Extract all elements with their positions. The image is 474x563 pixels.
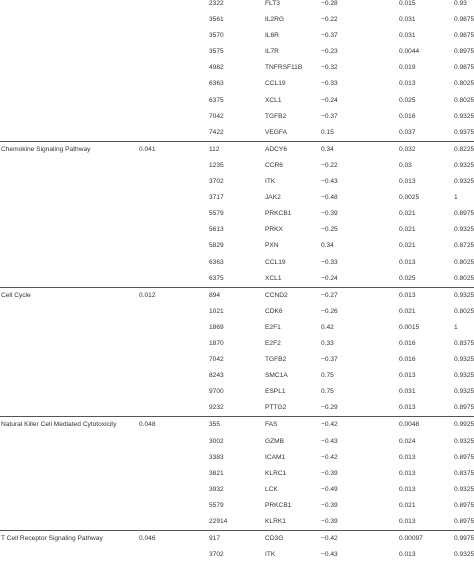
- gene-symbol-cell: E2F2: [265, 339, 281, 347]
- table-row: [0, 400, 474, 416]
- fdr-cell: 0.9375: [454, 128, 474, 136]
- fold-change-cell: −0.39: [321, 518, 338, 525]
- p-value-cell: 0.013: [399, 372, 416, 380]
- gene-symbol-cell: CCL19: [265, 258, 286, 266]
- table-row: [0, 28, 474, 44]
- gene-symbol-cell: PRKCB1: [265, 210, 292, 218]
- gene-symbol-cell: VEGFA: [265, 128, 287, 136]
- gene-id-cell: 3932: [209, 485, 224, 493]
- fold-change-cell: 0.34: [321, 242, 334, 250]
- table-row: [0, 271, 474, 287]
- pathway-p-value-cell: 0.041: [139, 145, 156, 153]
- fold-change-cell: −0.24: [321, 274, 338, 282]
- fdr-cell: 0.8975: [454, 48, 474, 56]
- gene-symbol-cell: IL7R: [265, 48, 279, 56]
- p-value-cell: 0.013: [399, 80, 416, 88]
- table-row: [0, 450, 474, 466]
- gene-symbol-cell: LCK: [265, 485, 278, 493]
- p-value-cell: 0.013: [399, 291, 416, 299]
- gene-id-cell: 355: [209, 421, 221, 429]
- p-value-cell: 0.013: [399, 453, 416, 461]
- p-value-cell: 0.021: [399, 210, 416, 218]
- fdr-cell: 0.9925: [454, 421, 474, 429]
- gene-symbol-cell: GZMB: [265, 437, 285, 445]
- p-value-cell: 0.013: [399, 518, 416, 525]
- gene-id-cell: 2322: [209, 0, 224, 7]
- table-row: [0, 190, 474, 206]
- fold-change-cell: −0.29: [321, 404, 338, 412]
- table-row: [0, 222, 474, 238]
- gene-symbol-cell: IL6R: [265, 32, 279, 40]
- fdr-cell: 0.9325: [454, 161, 474, 169]
- gene-id-cell: 22914: [209, 518, 228, 525]
- gene-id-cell: 3561: [209, 16, 224, 24]
- p-value-cell: 0.021: [399, 501, 416, 509]
- p-value-cell: 0.021: [399, 242, 416, 250]
- gene-id-cell: 1235: [209, 161, 224, 169]
- gene-id-cell: 5829: [209, 242, 224, 250]
- fold-change-cell: −0.32: [321, 64, 338, 72]
- gene-id-cell: 8243: [209, 372, 224, 380]
- pathway-name-cell: Cell Cycle: [1, 291, 31, 299]
- fdr-cell: 0.8725: [454, 242, 474, 250]
- table-row: [0, 255, 474, 271]
- fdr-cell: 0.8975: [454, 518, 474, 525]
- fold-change-cell: −0.39: [321, 501, 338, 509]
- fold-change-cell: −0.28: [321, 0, 338, 7]
- fold-change-cell: −0.37: [321, 32, 338, 40]
- gene-id-cell: 6363: [209, 258, 224, 266]
- gene-id-cell: 917: [209, 535, 221, 543]
- p-value-cell: 0.03: [399, 161, 412, 169]
- table-row: [0, 384, 474, 400]
- pathway-group-first-row: [0, 0, 474, 12]
- fold-change-cell: 0.34: [321, 145, 334, 153]
- fold-change-cell: −0.43: [321, 178, 338, 186]
- p-value-cell: 0.013: [399, 551, 416, 559]
- gene-id-cell: 3570: [209, 32, 224, 40]
- gene-symbol-cell: PXN: [265, 242, 279, 250]
- gene-symbol-cell: CDK6: [265, 307, 283, 315]
- gene-symbol-cell: TGFB2: [265, 356, 287, 364]
- pathway-group-first-row: [0, 287, 474, 304]
- fdr-cell: 0.9325: [454, 178, 474, 186]
- fold-change-cell: 0.75: [321, 372, 334, 380]
- gene-symbol-cell: KLRK1: [265, 518, 286, 525]
- p-value-cell: 0.024: [399, 437, 416, 445]
- fold-change-cell: −0.39: [321, 469, 338, 477]
- gene-symbol-cell: TNFRSF11B: [265, 64, 303, 72]
- p-value-cell: 0.0025: [399, 194, 420, 202]
- fdr-cell: 0.8025: [454, 80, 474, 88]
- p-value-cell: 0.013: [399, 469, 416, 477]
- table-row: [0, 434, 474, 450]
- fdr-cell: 0.8025: [454, 307, 474, 315]
- pathway-p-value-cell: 0.048: [139, 421, 156, 429]
- fold-change-cell: −0.39: [321, 210, 338, 218]
- fold-change-cell: −0.22: [321, 161, 338, 169]
- p-value-cell: 0.021: [399, 307, 416, 315]
- gene-symbol-cell: ESPL1: [265, 388, 286, 396]
- gene-id-cell: 7422: [209, 128, 224, 136]
- fdr-cell: 0.9325: [454, 112, 474, 120]
- gene-id-cell: 9700: [209, 388, 224, 396]
- gene-id-cell: 3383: [209, 453, 224, 461]
- gene-id-cell: 6363: [209, 80, 224, 88]
- gene-symbol-cell: XCL1: [265, 96, 282, 104]
- fdr-cell: 0.9875: [454, 16, 474, 24]
- p-value-cell: 0.0015: [399, 323, 420, 331]
- fdr-cell: 0.8375: [454, 339, 474, 347]
- fold-change-cell: −0.42: [321, 535, 338, 543]
- gene-id-cell: 1021: [209, 307, 224, 315]
- fold-change-cell: 0.33: [321, 339, 334, 347]
- table-row: [0, 304, 474, 320]
- gene-symbol-cell: FAS: [265, 421, 278, 429]
- p-value-cell: 0.013: [399, 404, 416, 412]
- fold-change-cell: −0.48: [321, 194, 338, 202]
- p-value-cell: 0.025: [399, 96, 416, 104]
- table-row: [0, 368, 474, 384]
- table-row: [0, 109, 474, 125]
- pathway-group-first-row: [0, 416, 474, 433]
- table-row: [0, 60, 474, 76]
- p-value-cell: 0.013: [399, 258, 416, 266]
- fdr-cell: 0.8975: [454, 404, 474, 412]
- gene-symbol-cell: ITK: [265, 551, 276, 559]
- gene-symbol-cell: CCR6: [265, 161, 283, 169]
- fold-change-cell: −0.26: [321, 307, 338, 315]
- fold-change-cell: −0.43: [321, 551, 338, 559]
- fold-change-cell: −0.37: [321, 356, 338, 364]
- p-value-cell: 0.013: [399, 485, 416, 493]
- gene-symbol-cell: TGFB2: [265, 112, 287, 120]
- gene-symbol-cell: ITK: [265, 178, 276, 186]
- gene-symbol-cell: PRKX: [265, 226, 283, 234]
- gene-id-cell: 5613: [209, 226, 224, 234]
- p-value-cell: 0.00097: [399, 535, 423, 543]
- fdr-cell: 0.9875: [454, 64, 474, 72]
- fold-change-cell: −0.49: [321, 485, 338, 493]
- table-row: [0, 352, 474, 368]
- fdr-cell: 0.8375: [454, 469, 474, 477]
- gene-id-cell: 3821: [209, 469, 224, 477]
- fold-change-cell: −0.42: [321, 453, 338, 461]
- table-row: [0, 498, 474, 514]
- gene-symbol-cell: ICAM1: [265, 453, 286, 461]
- gene-id-cell: 6375: [209, 274, 224, 282]
- pathway-p-value-cell: 0.012: [139, 291, 156, 299]
- p-value-cell: 0.016: [399, 112, 416, 120]
- table-row: [0, 482, 474, 498]
- gene-id-cell: 6375: [209, 96, 224, 104]
- gene-id-cell: 3717: [209, 194, 224, 202]
- table-row: [0, 158, 474, 174]
- fdr-cell: 0.8025: [454, 258, 474, 266]
- fdr-cell: 0.9325: [454, 485, 474, 493]
- fold-change-cell: 0.42: [321, 323, 334, 331]
- fdr-cell: 0.9325: [454, 291, 474, 299]
- fdr-cell: 1: [454, 194, 458, 202]
- gene-symbol-cell: CCND2: [265, 291, 288, 299]
- fdr-cell: 0.8025: [454, 274, 474, 282]
- table-row: [0, 320, 474, 336]
- pathway-name-cell: Chemokine Signaling Pathway: [1, 145, 91, 153]
- p-value-cell: 0.0048: [399, 421, 420, 429]
- table-row: [0, 44, 474, 60]
- table-row: [0, 93, 474, 109]
- fold-change-cell: −0.37: [321, 112, 338, 120]
- p-value-cell: 0.013: [399, 178, 416, 186]
- gene-id-cell: 5579: [209, 210, 224, 218]
- gene-symbol-cell: SMC1A: [265, 372, 288, 380]
- pathway-name-cell: Natural Killer Cell Mediated Cytotoxicity: [1, 421, 117, 429]
- fold-change-cell: −0.25: [321, 226, 338, 234]
- gene-symbol-cell: IL2RG: [265, 16, 285, 24]
- table-row: [0, 174, 474, 190]
- p-value-cell: 0.032: [399, 145, 416, 153]
- p-value-cell: 0.021: [399, 226, 416, 234]
- fdr-cell: 0.9325: [454, 437, 474, 445]
- gene-id-cell: 1870: [209, 339, 224, 347]
- gene-symbol-cell: FLT3: [265, 0, 280, 7]
- gene-symbol-cell: PRKCB1: [265, 501, 292, 509]
- fold-change-cell: −0.24: [321, 96, 338, 104]
- fold-change-cell: −0.22: [321, 16, 338, 24]
- pathway-group-first-row: [0, 141, 474, 158]
- gene-id-cell: 4982: [209, 64, 224, 72]
- gene-id-cell: 112: [209, 145, 220, 153]
- pathway-p-value-cell: 0.046: [139, 535, 156, 543]
- gene-symbol-cell: KLRC1: [265, 469, 287, 477]
- table-row: [0, 12, 474, 28]
- p-value-cell: 0.015: [399, 0, 416, 7]
- gene-id-cell: 3002: [209, 437, 224, 445]
- gene-id-cell: 894: [209, 291, 221, 299]
- fdr-cell: 0.9325: [454, 388, 474, 396]
- fold-change-cell: −0.33: [321, 258, 338, 266]
- fdr-cell: 0.8025: [454, 96, 474, 104]
- fdr-cell: 1: [454, 323, 458, 331]
- gene-id-cell: 3702: [209, 178, 224, 186]
- gene-symbol-cell: JAK2: [265, 194, 281, 202]
- fold-change-cell: −0.42: [321, 421, 338, 429]
- gene-symbol-cell: XCL1: [265, 274, 282, 282]
- gene-id-cell: 3575: [209, 48, 224, 56]
- fdr-cell: 0.8975: [454, 453, 474, 461]
- gene-id-cell: 1869: [209, 323, 224, 331]
- table-row: [0, 336, 474, 352]
- p-value-cell: 0.025: [399, 274, 416, 282]
- gene-id-cell: 9232: [209, 404, 224, 412]
- gene-symbol-cell: CCL19: [265, 80, 286, 88]
- fdr-cell: 0.9975: [454, 535, 474, 543]
- fdr-cell: 0.9325: [454, 356, 474, 364]
- pathway-name-cell: T Cell Receptor Signaling Pathway: [1, 535, 103, 543]
- fdr-cell: 0.8975: [454, 210, 474, 218]
- fdr-cell: 0.9325: [454, 226, 474, 234]
- pathway-group-first-row: [0, 530, 474, 547]
- fdr-cell: 0.9325: [454, 551, 474, 559]
- table-row: [0, 206, 474, 222]
- gene-symbol-cell: ADCY6: [265, 145, 287, 153]
- gene-symbol-cell: CD3G: [265, 535, 284, 543]
- p-value-cell: 0.0044: [399, 48, 420, 56]
- p-value-cell: 0.031: [399, 388, 416, 396]
- p-value-cell: 0.037: [399, 128, 416, 136]
- table-row: [0, 547, 474, 563]
- fold-change-cell: −0.27: [321, 291, 338, 299]
- table-row: [0, 125, 474, 141]
- table-row: [0, 238, 474, 254]
- fold-change-cell: 0.75: [321, 388, 334, 396]
- fdr-cell: 0.8225: [454, 145, 474, 153]
- fold-change-cell: 0.15: [321, 128, 334, 136]
- p-value-cell: 0.019: [399, 64, 416, 72]
- fdr-cell: 0.93: [454, 0, 467, 7]
- gene-id-cell: 7042: [209, 112, 224, 120]
- p-value-cell: 0.016: [399, 356, 416, 364]
- gene-id-cell: 7042: [209, 356, 224, 364]
- fold-change-cell: −0.43: [321, 437, 338, 445]
- p-value-cell: 0.016: [399, 339, 416, 347]
- gene-symbol-cell: E2F1: [265, 323, 281, 331]
- fdr-cell: 0.9875: [454, 32, 474, 40]
- fold-change-cell: −0.23: [321, 48, 338, 56]
- gene-symbol-cell: PTTG2: [265, 404, 287, 412]
- p-value-cell: 0.031: [399, 16, 416, 24]
- fold-change-cell: −0.33: [321, 80, 338, 88]
- gene-id-cell: 5579: [209, 501, 224, 509]
- fdr-cell: 0.8975: [454, 501, 474, 509]
- table-row: [0, 514, 474, 530]
- p-value-cell: 0.031: [399, 32, 416, 40]
- gene-id-cell: 3702: [209, 551, 224, 559]
- table-row: [0, 76, 474, 92]
- fdr-cell: 0.9325: [454, 372, 474, 380]
